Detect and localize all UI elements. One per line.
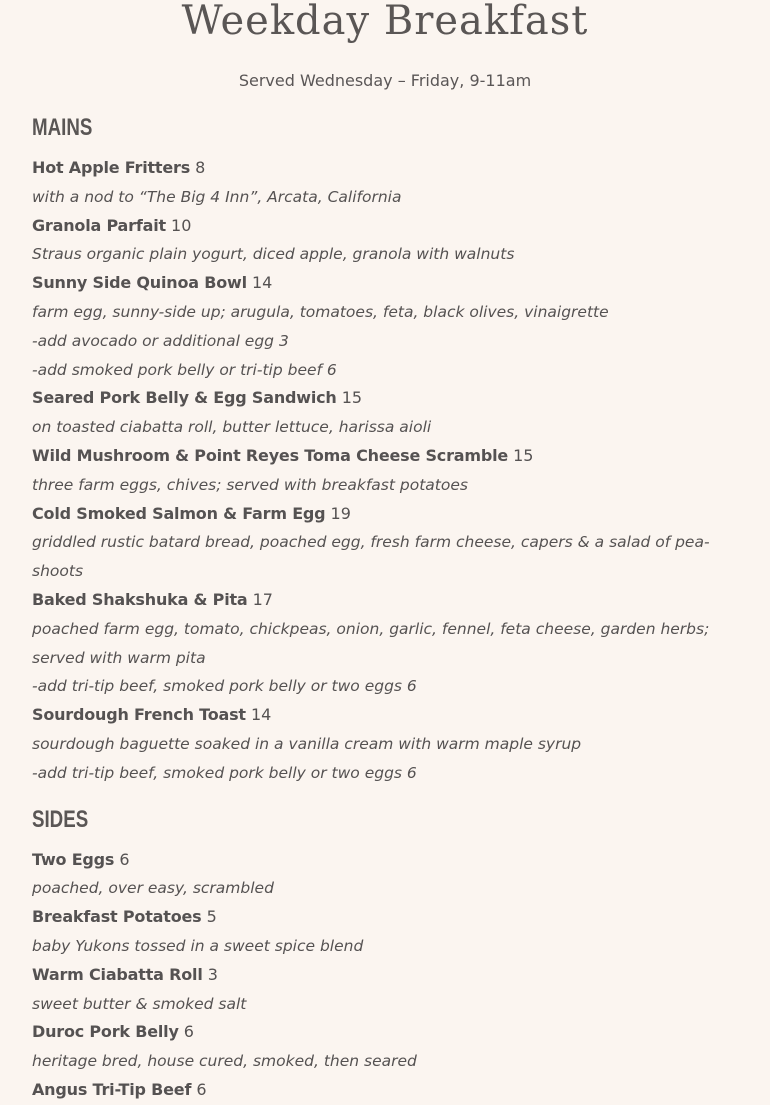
menu-item-heading — [32, 846, 752, 875]
menu-item-price: 14 — [251, 273, 273, 293]
menu-item-name: Angus Tri-Tip Beef — [32, 1079, 192, 1099]
menu-item-heading — [32, 384, 752, 413]
menu-item-price: 17 — [252, 589, 273, 609]
menu-item-heading — [32, 961, 752, 990]
menu-item-description: poached, over easy, scrambled — [32, 879, 274, 898]
menu-item-heading — [32, 442, 752, 471]
service-hours: Served Wednesday – Friday, 9-11am — [238, 71, 532, 90]
menu-item — [32, 384, 752, 442]
menu-item-description: sweet butter & smoked salt — [32, 994, 247, 1013]
sides-list — [32, 846, 752, 1105]
menu-item-price: 14 — [250, 705, 272, 725]
menu-item — [32, 1018, 752, 1076]
menu-item-name: Two Eggs — [32, 849, 115, 869]
menu-item-heading — [32, 269, 752, 298]
menu-item-name: Sourdough French Toast — [32, 705, 246, 725]
menu-item-name: Duroc Pork Belly — [32, 1022, 179, 1042]
menu-item — [32, 903, 752, 961]
menu-item-heading — [32, 1076, 752, 1105]
page-title: Weekday Breakfast — [181, 0, 589, 44]
menu-item-name: Warm Ciabatta Roll — [32, 964, 203, 984]
menu-item-heading — [32, 701, 752, 730]
menu-item-name: Wild Mushroom & Point Reyes Toma Cheese Scramble — [32, 445, 509, 465]
menu-item-price: 6 — [183, 1022, 194, 1042]
section-heading-sides: SIDES — [32, 805, 89, 833]
menu-item-price: 19 — [330, 503, 351, 523]
menu-item — [32, 442, 752, 500]
menu-item-name: Breakfast Potatoes — [32, 907, 202, 927]
menu-item-heading — [32, 903, 752, 932]
menu-item-price: 5 — [206, 907, 217, 927]
menu-item-name: Seared Pork Belly & Egg Sandwich — [32, 388, 337, 408]
mains-section — [32, 110, 752, 788]
menu-item-description: farm egg, sunny-side up; arugula, tomatoes, feta, black olives, vinaigrette — [32, 302, 609, 321]
menu-item — [32, 846, 752, 904]
menu-item-description: baby Yukons tossed in a sweet spice blend — [32, 936, 364, 955]
menu-item-price: 10 — [171, 215, 192, 235]
menu-item-description: -add tri-tip beef, smoked pork belly or two eggs 6 — [32, 763, 417, 782]
menu-item-description: sourdough baguette soaked in a vanilla cream with warm maple syrup — [32, 734, 582, 753]
menu-item-heading — [32, 586, 752, 615]
section-heading-mains: MAINS — [32, 114, 93, 141]
menu-item-heading — [32, 500, 752, 529]
menu-item-description: three farm eggs, chives; served with breakfast potatoes — [32, 475, 468, 494]
menu-item-description: griddled rustic batard bread, poached egg, fresh farm cheese, capers & a salad of pea-shoots — [32, 533, 710, 581]
menu-item-description: heritage bred, house cured, smoked, then seared — [32, 1052, 417, 1071]
menu-item-price: 3 — [207, 964, 218, 984]
menu-item-name: Hot Apple Fritters — [32, 158, 191, 177]
menu-item — [32, 1076, 752, 1105]
menu-item-name: Granola Parfait — [32, 215, 166, 235]
menu-item — [32, 212, 752, 270]
menu-item-price: 6 — [196, 1079, 207, 1099]
menu-item-heading — [32, 154, 752, 183]
menu-item-price: 6 — [119, 849, 130, 869]
menu-item-description: poached farm egg, tomato, chickpeas, onion, garlic, fennel, feta cheese, garden herbs; served with warm pita — [32, 619, 710, 667]
menu-item-description: -add avocado or additional egg 3 — [32, 331, 289, 350]
menu-item-price: 15 — [341, 388, 363, 408]
menu-item-description: -add smoked pork belly or tri-tip beef 6 — [32, 360, 337, 379]
menu-item — [32, 269, 752, 384]
menu-content — [32, 110, 752, 1105]
menu-item-heading — [32, 212, 752, 241]
menu-item — [32, 500, 752, 586]
menu-item-description: Straus organic plain yogurt, diced apple, granola with walnuts — [32, 245, 515, 264]
menu-item-name: Cold Smoked Salmon & Farm Egg — [32, 503, 326, 523]
menu-item-heading — [32, 1018, 752, 1047]
menu-item — [32, 586, 752, 701]
menu-item-name: Baked Shakshuka & Pita — [32, 589, 248, 609]
menu-item-price: 8 — [195, 158, 206, 177]
menu-item-description: on toasted ciabatta roll, butter lettuce, harissa aioli — [32, 418, 432, 437]
menu-item — [32, 961, 752, 1019]
menu-item — [32, 154, 752, 212]
menu-item-description: -add tri-tip beef, smoked pork belly or two eggs 6 — [32, 677, 417, 696]
menu-item-name: Sunny Side Quinoa Bowl — [32, 273, 247, 293]
menu-item — [32, 701, 752, 787]
menu-item-description: with a nod to “The Big 4 Inn”, Arcata, California — [32, 187, 402, 206]
mains-list — [32, 154, 752, 788]
sides-section — [32, 802, 752, 1105]
menu-item-price: 15 — [513, 445, 534, 465]
